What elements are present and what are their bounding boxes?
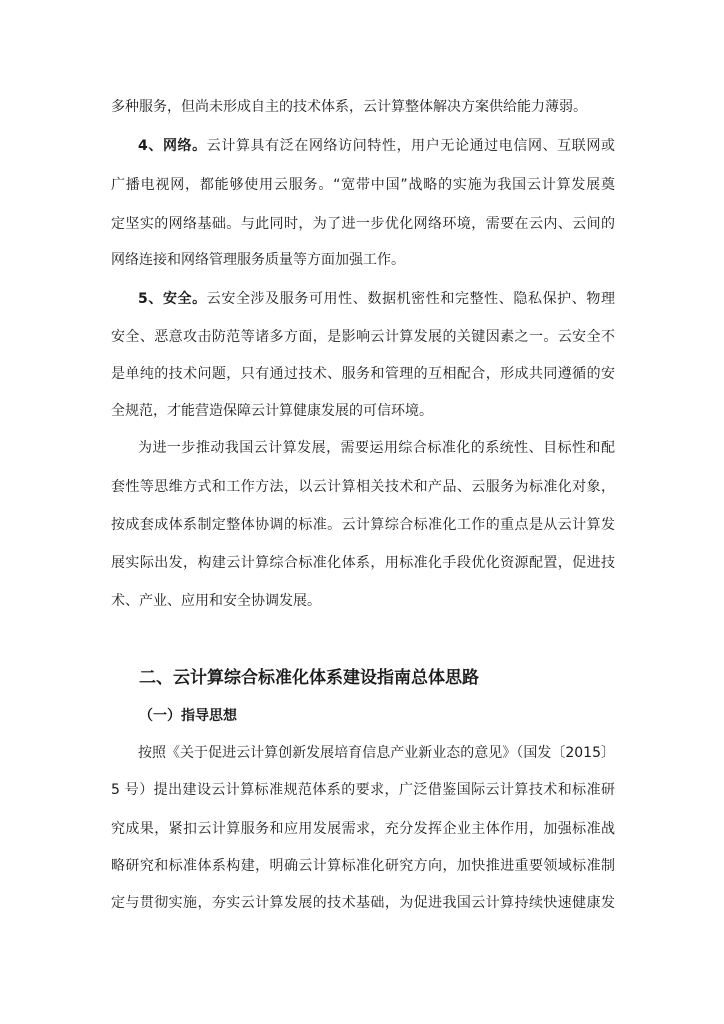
list-lead: 5、安全。: [138, 291, 207, 307]
text-line: 广播电视网，都能够使用云服务。“宽带中国”战略的实施为我国云计算发展奠: [111, 177, 615, 193]
text-line: 为进一步推动我国云计算发展，需要运用综合标准化的系统性、目标性和配: [138, 440, 615, 456]
text-line: 套性等思维方式和工作方法，以云计算相关技术和产品、云服务为标准化对象，: [111, 479, 615, 495]
text-line: 展实际出发，构建云计算综合标准化体系，用标准化手段优化资源配置，促进技: [111, 555, 615, 571]
text-line: 多种服务，但尚未形成自主的技术体系，云计算整体解决方案供给能力薄弱。: [111, 99, 587, 115]
text-line: 术、产业、应用和安全协调发展。: [111, 593, 321, 609]
text-line: 定坚实的网络基础。与此同时，为了进一步优化网络环境，需要在云内、云间的: [111, 216, 615, 232]
text-span: 云计算具有泛在网络访问特性，用户无论通过电信网、互联网或: [206, 138, 615, 154]
text-line: 安全、恶意攻击防范等诸多方面，是影响云计算发展的关键因素之一。云安全不: [111, 329, 615, 345]
subsection-heading: （一）指导思想: [139, 708, 237, 724]
text-line: 全规范，才能营造保障云计算健康发展的可信环境。: [111, 403, 433, 419]
text-line: 按照《关于促进云计算创新发展培育信息产业新业态的意见》（国发〔2015〕: [138, 745, 615, 761]
text-line: 5 号）提出建设云计算标准规范体系的要求，广泛借鉴国际云计算技术和标准研: [111, 782, 615, 798]
text-line: 略研究和标准体系构建，明确云计算标准化研究方向，加快推进重要领域标准制: [111, 858, 615, 874]
text-line: [138, 136, 615, 156]
text-line: 究成果，紧扣云计算服务和应用发展需求，充分发挥企业主体作用，加强标准战: [111, 821, 615, 837]
section-heading: 二、云计算综合标准化体系建设指南总体思路: [139, 668, 479, 688]
text-line: 是单纯的技术问题，只有通过技术、服务和管理的互相配合，形成共同遵循的安: [111, 366, 615, 382]
text-line: 网络连接和网络管理服务质量等方面加强工作。: [111, 252, 405, 268]
text-line: 定与贯彻实施，夯实云计算发展的技术基础，为促进我国云计算持续快速健康发: [111, 895, 615, 911]
list-lead: 4、网络。: [138, 138, 207, 154]
text-line: [138, 289, 615, 309]
text-span: 云安全涉及服务可用性、数据机密性和完整性、隐私保护、物理: [206, 291, 615, 307]
text-line: 按成套成体系制定整体协调的标准。云计算综合标准化工作的重点是从云计算发: [111, 517, 615, 533]
